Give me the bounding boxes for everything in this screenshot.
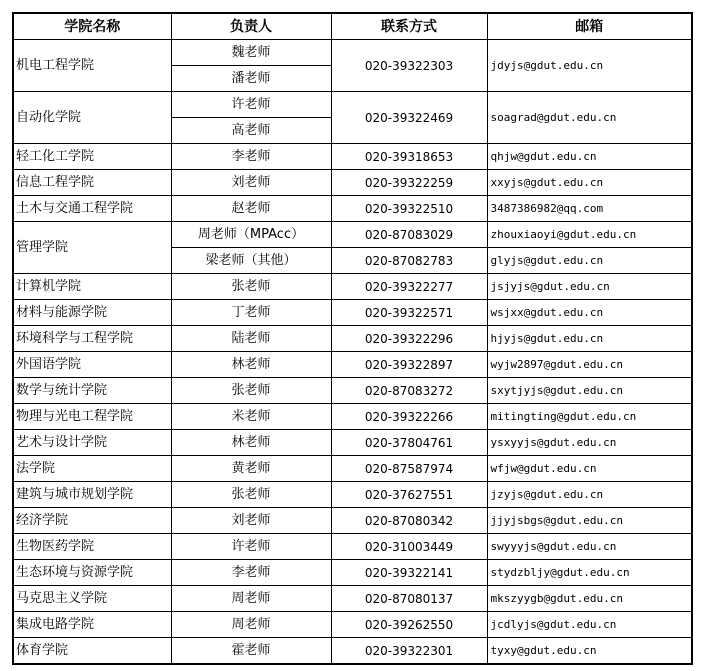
table-row (13, 40, 692, 66)
college-name-cell: 体育学院 (13, 638, 171, 665)
contact-person-cell: 陆老师 (171, 326, 331, 352)
phone-cell: 020-39318653 (331, 144, 487, 170)
email-cell[interactable]: wyjw2897@gdut.edu.cn (487, 352, 692, 378)
table-row (13, 144, 692, 170)
contact-person-cell: 张老师 (171, 274, 331, 300)
contact-person-cell: 周老师（MPAcc） (171, 222, 331, 248)
table-row (13, 222, 692, 248)
contact-person-cell: 米老师 (171, 404, 331, 430)
contact-person-cell: 霍老师 (171, 638, 331, 665)
contact-person-cell: 张老师 (171, 378, 331, 404)
contact-person-cell: 林老师 (171, 352, 331, 378)
phone-cell: 020-39322141 (331, 560, 487, 586)
college-name-cell: 机电工程学院 (13, 40, 171, 92)
contact-person-cell: 魏老师 (171, 40, 331, 66)
table-row (13, 196, 692, 222)
table-header-row (13, 13, 692, 40)
email-cell[interactable]: jcdlyjs@gdut.edu.cn (487, 612, 692, 638)
contact-person-cell: 赵老师 (171, 196, 331, 222)
table-row (13, 612, 692, 638)
table-row (13, 430, 692, 456)
phone-cell: 020-87587974 (331, 456, 487, 482)
contact-person-cell: 潘老师 (171, 66, 331, 92)
contact-person-cell: 周老师 (171, 586, 331, 612)
table-row (13, 352, 692, 378)
college-name-cell: 环境科学与工程学院 (13, 326, 171, 352)
email-cell[interactable]: jdyjs@gdut.edu.cn (487, 40, 692, 92)
contact-person-cell: 刘老师 (171, 508, 331, 534)
table-row (13, 300, 692, 326)
email-cell[interactable]: soagrad@gdut.edu.cn (487, 92, 692, 144)
college-name-cell: 艺术与设计学院 (13, 430, 171, 456)
email-cell[interactable]: jjyjsbgs@gdut.edu.cn (487, 508, 692, 534)
college-name-cell: 马克思主义学院 (13, 586, 171, 612)
phone-cell: 020-87082783 (331, 248, 487, 274)
phone-cell: 020-87083029 (331, 222, 487, 248)
phone-cell: 020-39322897 (331, 352, 487, 378)
contact-person-cell: 周老师 (171, 612, 331, 638)
header-phone: 联系方式 (331, 13, 487, 40)
college-name-cell: 建筑与城市规划学院 (13, 482, 171, 508)
table-row (13, 170, 692, 196)
college-contact-table (12, 12, 693, 665)
contact-table-container (12, 12, 693, 665)
phone-cell: 020-39322259 (331, 170, 487, 196)
phone-cell: 020-39322469 (331, 92, 487, 144)
email-cell[interactable]: wfjw@gdut.edu.cn (487, 456, 692, 482)
college-name-cell: 材料与能源学院 (13, 300, 171, 326)
contact-person-cell: 许老师 (171, 92, 331, 118)
email-cell[interactable]: xxyjs@gdut.edu.cn (487, 170, 692, 196)
contact-person-cell: 李老师 (171, 144, 331, 170)
phone-cell: 020-39322571 (331, 300, 487, 326)
phone-cell: 020-39322301 (331, 638, 487, 665)
college-name-cell: 自动化学院 (13, 92, 171, 144)
college-name-cell: 法学院 (13, 456, 171, 482)
contact-person-cell: 高老师 (171, 118, 331, 144)
college-name-cell: 生物医药学院 (13, 534, 171, 560)
college-name-cell: 外国语学院 (13, 352, 171, 378)
email-cell[interactable]: wsjxx@gdut.edu.cn (487, 300, 692, 326)
phone-cell: 020-87083272 (331, 378, 487, 404)
contact-person-cell: 刘老师 (171, 170, 331, 196)
contact-person-cell: 梁老师（其他） (171, 248, 331, 274)
table-row (13, 456, 692, 482)
table-row (13, 482, 692, 508)
phone-cell: 020-87080342 (331, 508, 487, 534)
college-name-cell: 经济学院 (13, 508, 171, 534)
table-row (13, 92, 692, 118)
college-name-cell: 物理与光电工程学院 (13, 404, 171, 430)
phone-cell: 020-39322510 (331, 196, 487, 222)
header-college: 学院名称 (13, 13, 171, 40)
college-name-cell: 生态环境与资源学院 (13, 560, 171, 586)
college-name-cell: 计算机学院 (13, 274, 171, 300)
college-name-cell: 轻工化工学院 (13, 144, 171, 170)
phone-cell: 020-39262550 (331, 612, 487, 638)
phone-cell: 020-39322303 (331, 40, 487, 92)
table-row (13, 404, 692, 430)
table-row (13, 378, 692, 404)
contact-person-cell: 黄老师 (171, 456, 331, 482)
email-cell[interactable]: 3487386982@qq.com (487, 196, 692, 222)
table-row (13, 508, 692, 534)
email-cell[interactable]: stydzbljy@gdut.edu.cn (487, 560, 692, 586)
phone-cell: 020-39322277 (331, 274, 487, 300)
contact-person-cell: 丁老师 (171, 300, 331, 326)
phone-cell: 020-87080137 (331, 586, 487, 612)
email-cell[interactable]: jzyjs@gdut.edu.cn (487, 482, 692, 508)
table-row (13, 326, 692, 352)
phone-cell: 020-39322296 (331, 326, 487, 352)
table-row (13, 638, 692, 665)
email-cell[interactable]: glyjs@gdut.edu.cn (487, 248, 692, 274)
table-row (13, 274, 692, 300)
table-row (13, 534, 692, 560)
email-cell[interactable]: tyxy@gdut.edu.cn (487, 638, 692, 665)
email-cell[interactable]: jsjyjs@gdut.edu.cn (487, 274, 692, 300)
phone-cell: 020-37627551 (331, 482, 487, 508)
contact-person-cell: 林老师 (171, 430, 331, 456)
email-cell[interactable]: ysxyyjs@gdut.edu.cn (487, 430, 692, 456)
phone-cell: 020-31003449 (331, 534, 487, 560)
header-email: 邮箱 (487, 13, 692, 40)
college-name-cell: 土木与交通工程学院 (13, 196, 171, 222)
email-cell[interactable]: mitingting@gdut.edu.cn (487, 404, 692, 430)
header-person: 负责人 (171, 13, 331, 40)
table-row (13, 560, 692, 586)
email-cell[interactable]: sxytjyjs@gdut.edu.cn (487, 378, 692, 404)
email-cell[interactable]: qhjw@gdut.edu.cn (487, 144, 692, 170)
email-cell[interactable]: zhouxiaoyi@gdut.edu.cn (487, 222, 692, 248)
email-cell[interactable]: hjyjs@gdut.edu.cn (487, 326, 692, 352)
college-name-cell: 集成电路学院 (13, 612, 171, 638)
phone-cell: 020-39322266 (331, 404, 487, 430)
college-name-cell: 数学与统计学院 (13, 378, 171, 404)
table-body (13, 40, 692, 665)
email-cell[interactable]: mkszyygb@gdut.edu.cn (487, 586, 692, 612)
contact-person-cell: 张老师 (171, 482, 331, 508)
contact-person-cell: 许老师 (171, 534, 331, 560)
college-name-cell: 管理学院 (13, 222, 171, 274)
contact-person-cell: 李老师 (171, 560, 331, 586)
table-row (13, 586, 692, 612)
phone-cell: 020-37804761 (331, 430, 487, 456)
college-name-cell: 信息工程学院 (13, 170, 171, 196)
email-cell[interactable]: swyyyjs@gdut.edu.cn (487, 534, 692, 560)
